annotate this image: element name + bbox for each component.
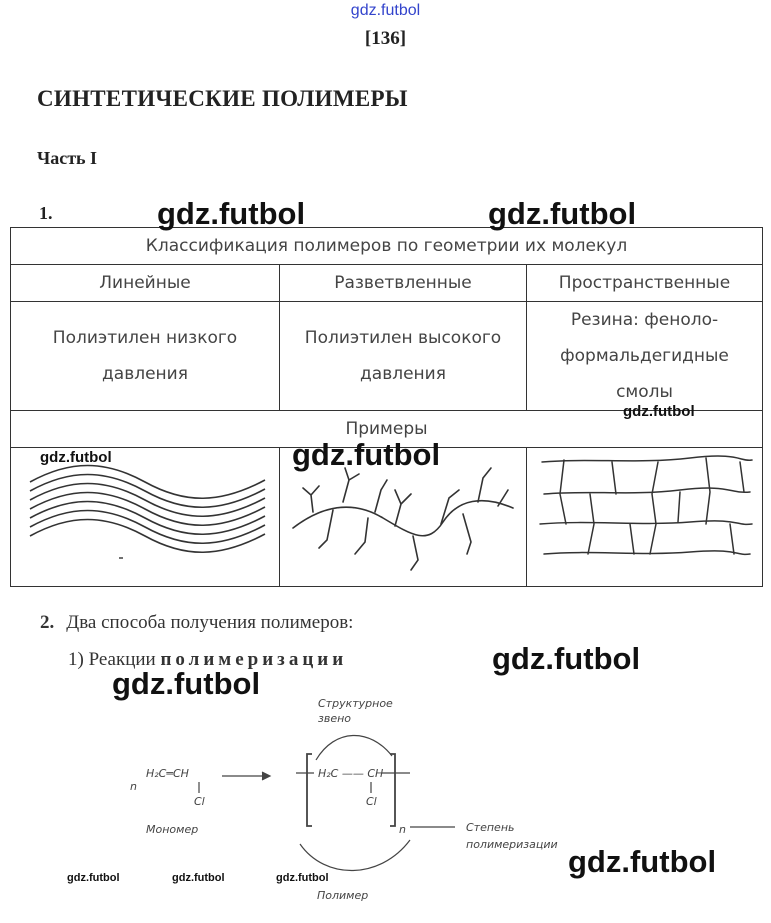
monomer-formula: H₂C═CH [146,767,189,780]
spatial-structure-cell [527,448,763,587]
page-title: СИНТЕТИЧЕСКИЕ ПОЛИМЕРЫ [37,86,408,111]
watermark: gdz.futbol [40,449,112,466]
part-heading: Часть I [37,148,98,168]
examples-label: Примеры [11,411,763,448]
network-drawing [530,450,760,580]
task-2-number: 2. [40,612,55,633]
watermark: gdz.futbol [292,437,441,472]
item-1-prefix: 1) Реакции [68,649,161,670]
example-linear: Полиэтилен низкого давления [11,302,280,411]
task-2-text: Два способа получения полимеров: [66,612,354,633]
linear-chains-drawing [15,450,275,580]
table-header: Классификация полимеров по геометрии их молекул [11,228,763,265]
item-1-term: полимеризации [160,649,348,670]
watermark: gdz.futbol [157,196,306,231]
task-2 [40,612,353,634]
watermark: gdz.futbol [172,872,225,884]
watermark: gdz.futbol [492,641,641,676]
unit-formula: H₂C —— CH [318,767,384,780]
task-1-number: 1. [39,203,53,223]
label-monomer: Мономер [146,823,199,836]
example-branched: Полиэтилен высокого давления [280,302,527,411]
n-left: n [130,780,137,793]
type-branched: Разветвленные [280,265,527,302]
unit-cl: Cl [366,795,377,808]
label-structural-unit-1: Структурное [318,697,393,710]
linear-structure-cell [11,448,280,587]
watermark: gdz.futbol [623,403,695,420]
n-right: n [399,823,406,836]
label-degree-1: Степень [466,821,515,834]
watermark: gdz.futbol [276,872,329,884]
watermark: gdz.futbol [112,666,261,701]
watermark: gdz.futbol [568,844,717,879]
monomer-cl: Cl [194,795,205,808]
label-degree-2: полимеризации [466,838,558,851]
page-number: [136] [364,28,407,49]
type-spatial: Пространственные [527,265,763,302]
site-link[interactable]: gdz.futbol [350,2,421,19]
type-linear: Линейные [11,265,280,302]
watermark: gdz.futbol [67,872,120,884]
example-spatial: Резина: феноло- формальдегидные смолы [527,302,763,411]
label-structural-unit-2: звено [318,712,352,725]
watermark: gdz.futbol [488,196,637,231]
label-polymer: Полимер [317,889,369,902]
